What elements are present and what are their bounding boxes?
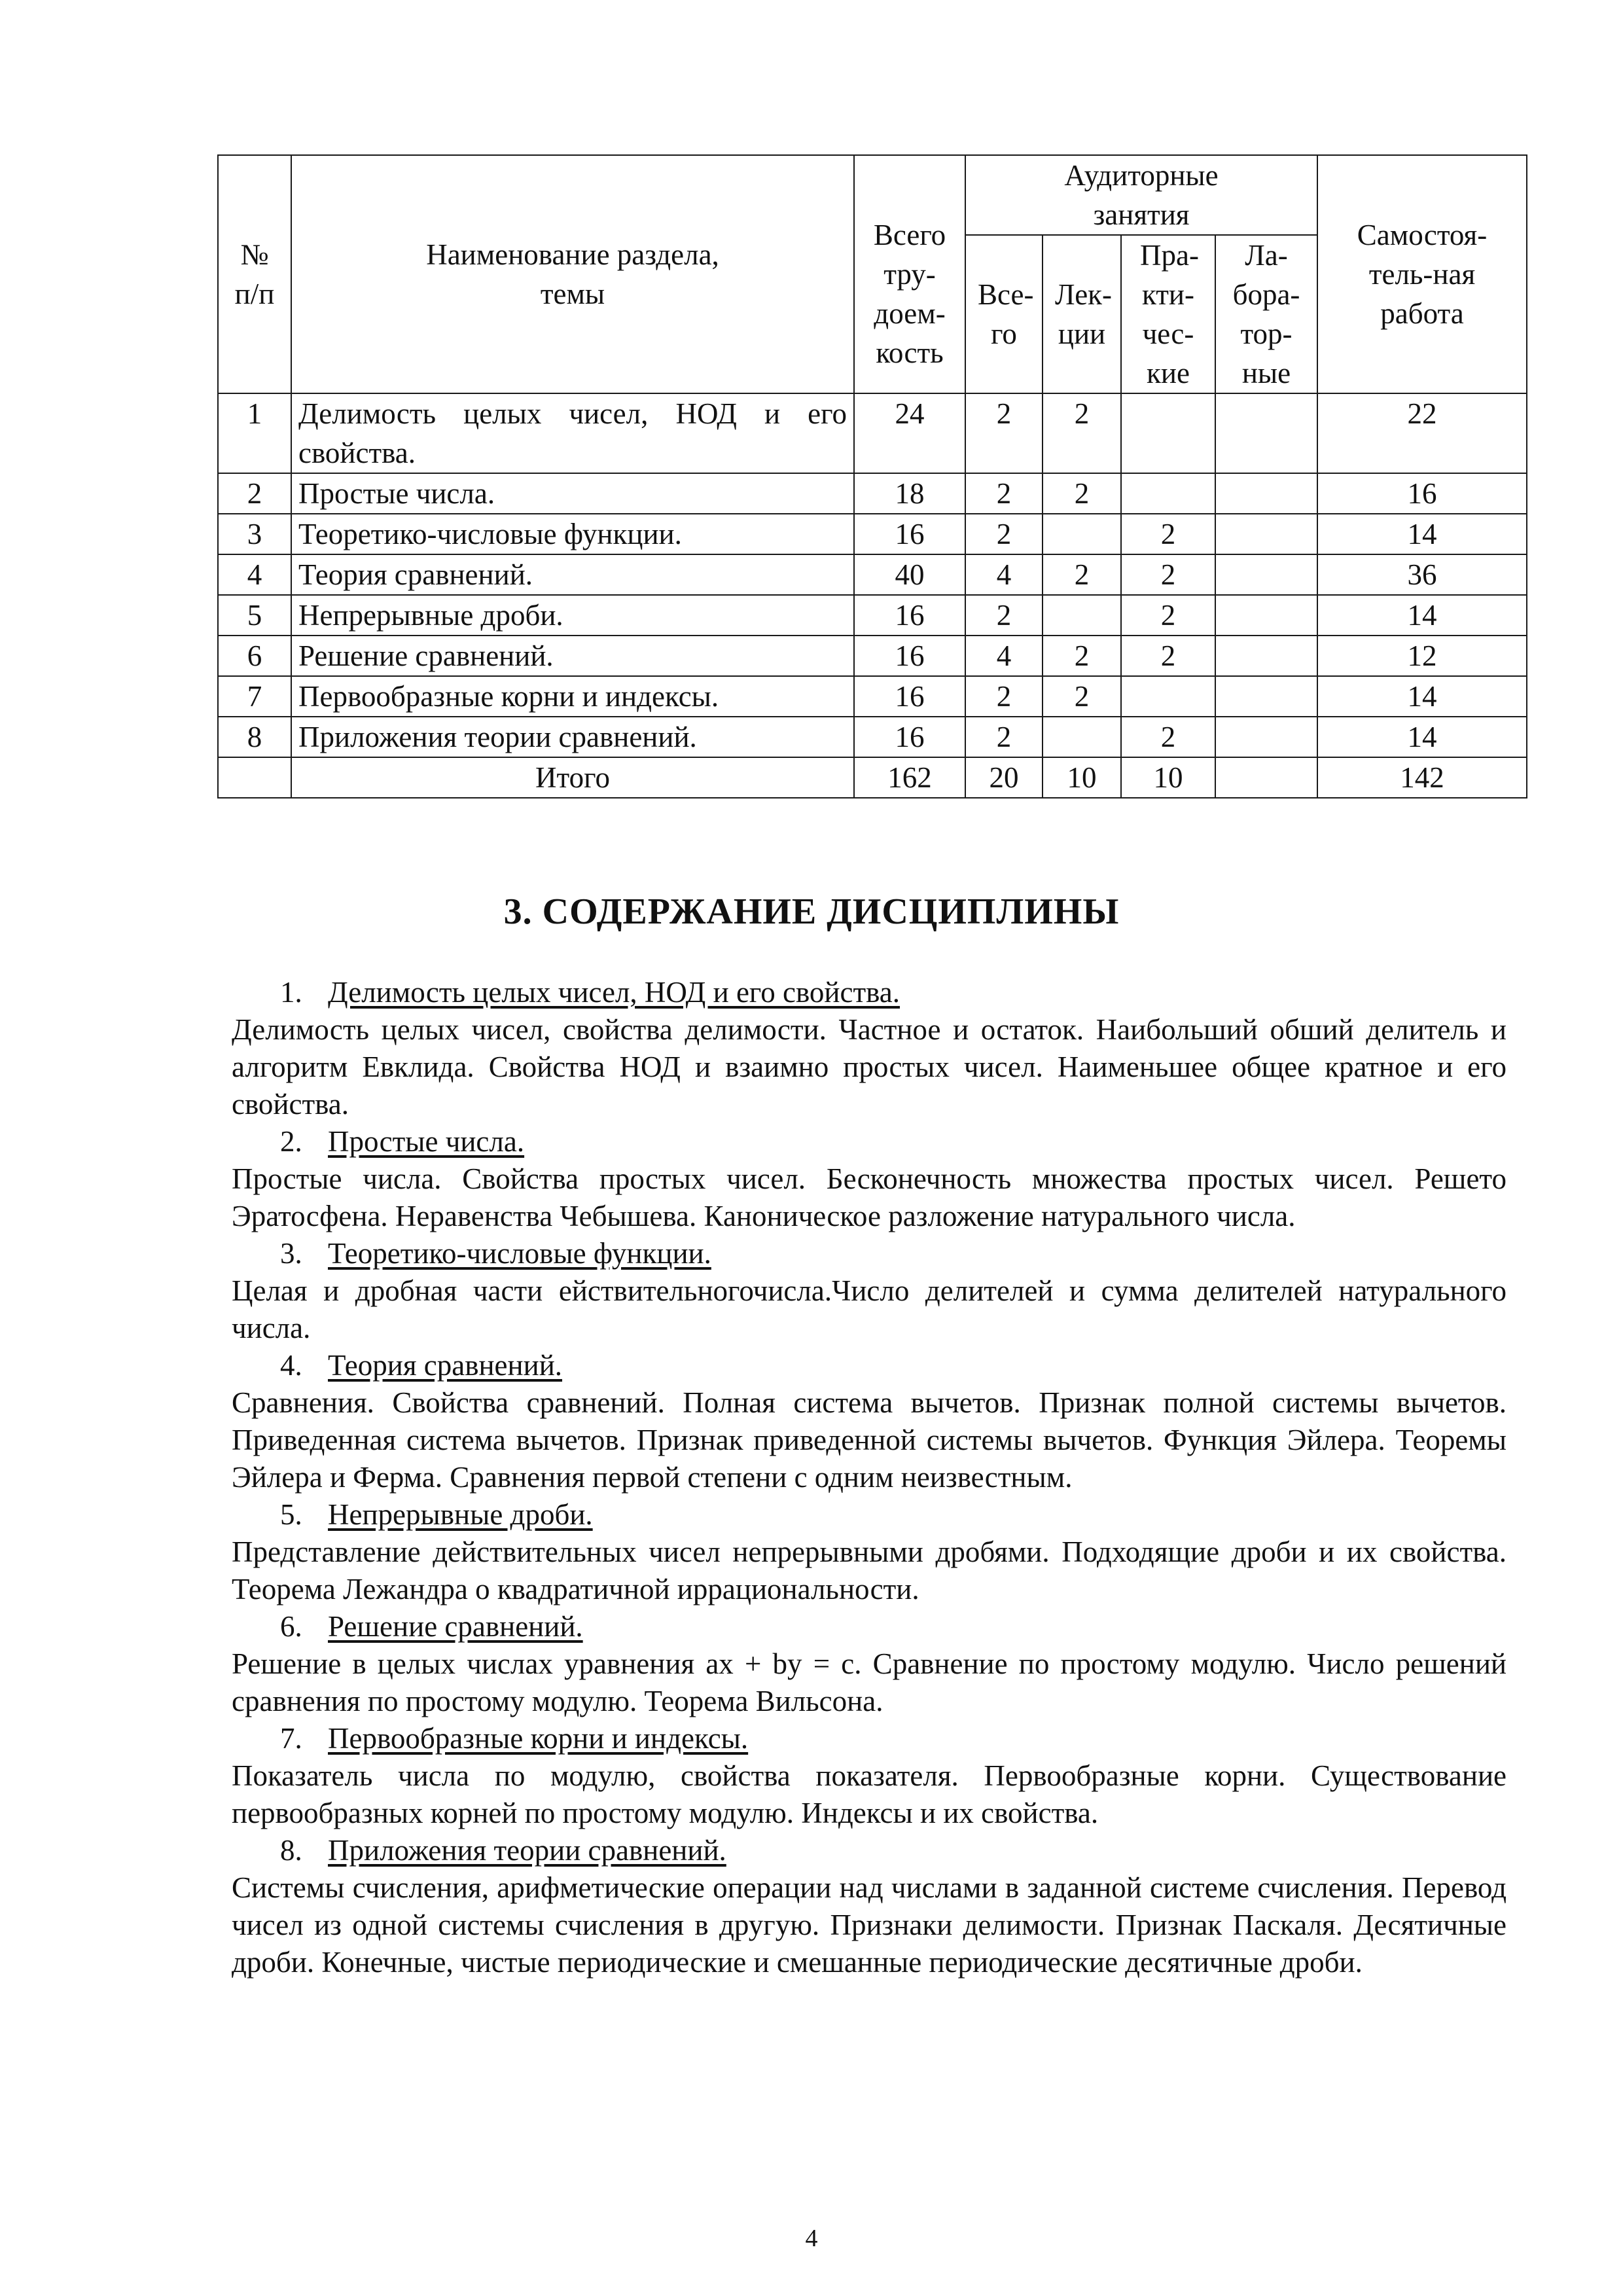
topic-block: [232, 1347, 1507, 1496]
header-self-work: Самостоя-тель-ная работа: [1317, 155, 1527, 393]
row-practical: [1121, 676, 1215, 717]
row-lab: [1215, 595, 1317, 636]
row-lectures: [1043, 595, 1121, 636]
header-lectures: Лек-ции: [1043, 235, 1121, 393]
table-row: [218, 717, 1527, 757]
topic-number: 5.: [280, 1498, 302, 1531]
topic-heading: [232, 1608, 1507, 1645]
row-lab: [1215, 393, 1317, 473]
topic-number: 3.: [280, 1237, 302, 1270]
topic-heading: [232, 1235, 1507, 1272]
row-lab: [1215, 676, 1317, 717]
topic-title: Теоретико-числовые функции.: [328, 1237, 711, 1270]
row-total: 24: [854, 393, 965, 473]
topic-heading: [232, 1496, 1507, 1534]
row-total: 16: [854, 636, 965, 676]
row-total: 16: [854, 595, 965, 636]
table-row: [218, 473, 1527, 514]
topic-heading: [232, 1123, 1507, 1160]
table-totals-row: [218, 757, 1527, 798]
row-number: 2: [218, 473, 291, 514]
table-row: [218, 636, 1527, 676]
row-topic: Первообразные корни и индексы.: [291, 676, 854, 717]
topic-description: Показатель числа по модулю, свойства показателя. Первообразные корни. Существование первообразных корней по простому модулю. Индексы и их свойства.: [232, 1759, 1507, 1829]
topic-heading: [232, 1347, 1507, 1384]
topic-title: Решение сравнений.: [328, 1610, 583, 1643]
topic-block: [232, 1608, 1507, 1720]
totals-practical: 10: [1121, 757, 1215, 798]
totals-lab: [1215, 757, 1317, 798]
topic-description: Целая и дробная части ействительногочисла.Число делителей и сумма делителей натурального числа.: [232, 1274, 1507, 1344]
row-lab: [1215, 514, 1317, 554]
table-row: [218, 514, 1527, 554]
row-total: 16: [854, 514, 965, 554]
row-aud-total: 2: [965, 514, 1043, 554]
table-row: [218, 554, 1527, 595]
topic-title: Простые числа.: [328, 1125, 525, 1158]
totals-empty-cell: [218, 757, 291, 798]
row-total: 16: [854, 717, 965, 757]
row-aud-total: 4: [965, 554, 1043, 595]
row-lab: [1215, 554, 1317, 595]
row-practical: 2: [1121, 554, 1215, 595]
row-lab: [1215, 473, 1317, 514]
totals-aud-total: 20: [965, 757, 1043, 798]
row-aud-total: 4: [965, 636, 1043, 676]
row-aud-total: 2: [965, 473, 1043, 514]
topic-description: Решение в целых числах уравнения ax + by = c. Сравнение по простому модулю. Число решений сравнения по простому модулю. Теорема Вильсона.: [232, 1647, 1507, 1717]
topic-title: Первообразные корни и индексы.: [328, 1722, 749, 1755]
totals-total: 162: [854, 757, 965, 798]
header-auditorium: Аудиторные занятия: [965, 155, 1317, 235]
row-number: 6: [218, 636, 291, 676]
topic-heading: [232, 1832, 1507, 1869]
hours-table-container: [217, 154, 1526, 798]
row-topic: Теория сравнений.: [291, 554, 854, 595]
header-total: Всего тру-доем-кость: [854, 155, 965, 393]
totals-lectures: 10: [1043, 757, 1121, 798]
row-self-work: 36: [1317, 554, 1527, 595]
row-self-work: 14: [1317, 595, 1527, 636]
row-aud-total: 2: [965, 595, 1043, 636]
row-topic: Делимость целых чисел, НОД и его свойства.: [291, 393, 854, 473]
row-self-work: 14: [1317, 717, 1527, 757]
row-self-work: 14: [1317, 514, 1527, 554]
topic-number: 4.: [280, 1349, 302, 1382]
topic-description: Простые числа. Свойства простых чисел. Бесконечность множества простых чисел. Решето Эратосфена. Неравенства Чебышева. Каноническое разложение натурального числа.: [232, 1162, 1507, 1232]
topic-block: [232, 1235, 1507, 1347]
table-row: [218, 676, 1527, 717]
topic-block: [232, 1720, 1507, 1832]
row-practical: 2: [1121, 595, 1215, 636]
topic-heading: [232, 974, 1507, 1011]
totals-self-work: 142: [1317, 757, 1527, 798]
row-number: 1: [218, 393, 291, 473]
row-practical: 2: [1121, 514, 1215, 554]
topic-block: [232, 1832, 1507, 1981]
header-num: № п/п: [218, 155, 291, 393]
topic-number: 8.: [280, 1834, 302, 1867]
topic-block: [232, 974, 1507, 1123]
row-lectures: [1043, 514, 1121, 554]
topic-number: 6.: [280, 1610, 302, 1643]
topic-number: 2.: [280, 1125, 302, 1158]
row-number: 8: [218, 717, 291, 757]
row-practical: 2: [1121, 717, 1215, 757]
row-self-work: 14: [1317, 676, 1527, 717]
row-practical: 2: [1121, 636, 1215, 676]
row-practical: [1121, 393, 1215, 473]
topic-number: 7.: [280, 1722, 302, 1755]
row-self-work: 22: [1317, 393, 1527, 473]
row-lab: [1215, 636, 1317, 676]
topic-title: Делимость целых чисел, НОД и его свойства.: [328, 976, 901, 1009]
topic-title: Непрерывные дроби.: [328, 1498, 593, 1531]
topic-block: [232, 1123, 1507, 1235]
row-total: 18: [854, 473, 965, 514]
topic-description: Делимость целых чисел, свойства делимости. Частное и остаток. Наибольший обший делитель и алгоритм Евклида. Свойства НОД и взаимно простых чисел. Наименьшее общее кратное и его свойства.: [232, 1013, 1507, 1121]
row-lectures: 2: [1043, 554, 1121, 595]
row-self-work: 12: [1317, 636, 1527, 676]
topic-description: Сравнения. Свойства сравнений. Полная система вычетов. Признак полной системы вычетов. Приведенная система вычетов. Признак приведенной системы вычетов. Функция Эйлера. Теоремы Эйлера и Ферма. Сравнения первой степени с одним неизвестным.: [232, 1386, 1507, 1494]
section-title: 3. СОДЕРЖАНИЕ ДИСЦИПЛИНЫ: [503, 891, 1120, 932]
row-lectures: 2: [1043, 676, 1121, 717]
row-total: 40: [854, 554, 965, 595]
row-lectures: [1043, 717, 1121, 757]
table-body: [218, 393, 1527, 798]
row-number: 3: [218, 514, 291, 554]
row-topic: Приложения теории сравнений.: [291, 717, 854, 757]
row-self-work: 16: [1317, 473, 1527, 514]
row-total: 16: [854, 676, 965, 717]
header-aud-total: Все-го: [965, 235, 1043, 393]
row-number: 5: [218, 595, 291, 636]
table-row: [218, 393, 1527, 473]
row-number: 7: [218, 676, 291, 717]
row-number: 4: [218, 554, 291, 595]
row-topic: Теоретико-числовые функции.: [291, 514, 854, 554]
topic-heading: [232, 1720, 1507, 1757]
header-lab: Ла-бора-тор-ные: [1215, 235, 1317, 393]
row-lab: [1215, 717, 1317, 757]
topic-title: Теория сравнений.: [328, 1349, 563, 1382]
row-lectures: 2: [1043, 636, 1121, 676]
topic-description: Представление действительных чисел непрерывными дробями. Подходящие дроби и их свойства. Теорема Лежандра о квадратичной иррациональности.: [232, 1535, 1507, 1605]
totals-label: Итого: [291, 757, 854, 798]
row-aud-total: 2: [965, 676, 1043, 717]
section-content: [232, 974, 1507, 1981]
row-topic: Решение сравнений.: [291, 636, 854, 676]
row-aud-total: 2: [965, 717, 1043, 757]
topic-number: 1.: [280, 976, 302, 1009]
page-number: 4: [805, 2225, 818, 2252]
topic-block: [232, 1496, 1507, 1608]
topic-description: Системы счисления, арифметические операции над числами в заданной системе счисления. Перевод чисел из одной системы счисления в другую. Признаки делимости. Признак Паскаля. Десятичные дроби. Конечные, чистые периодические и смешанные периодические десятичные дроби.: [232, 1871, 1507, 1979]
table-row: [218, 595, 1527, 636]
hours-table: [217, 154, 1527, 798]
row-practical: [1121, 473, 1215, 514]
row-topic: Простые числа.: [291, 473, 854, 514]
row-aud-total: 2: [965, 393, 1043, 473]
row-lectures: 2: [1043, 393, 1121, 473]
header-practical: Пра-кти-чес-кие: [1121, 235, 1215, 393]
header-name: Наименование раздела, темы: [291, 155, 854, 393]
row-topic: Непрерывные дроби.: [291, 595, 854, 636]
row-lectures: 2: [1043, 473, 1121, 514]
topic-title: Приложения теории сравнений.: [328, 1834, 726, 1867]
